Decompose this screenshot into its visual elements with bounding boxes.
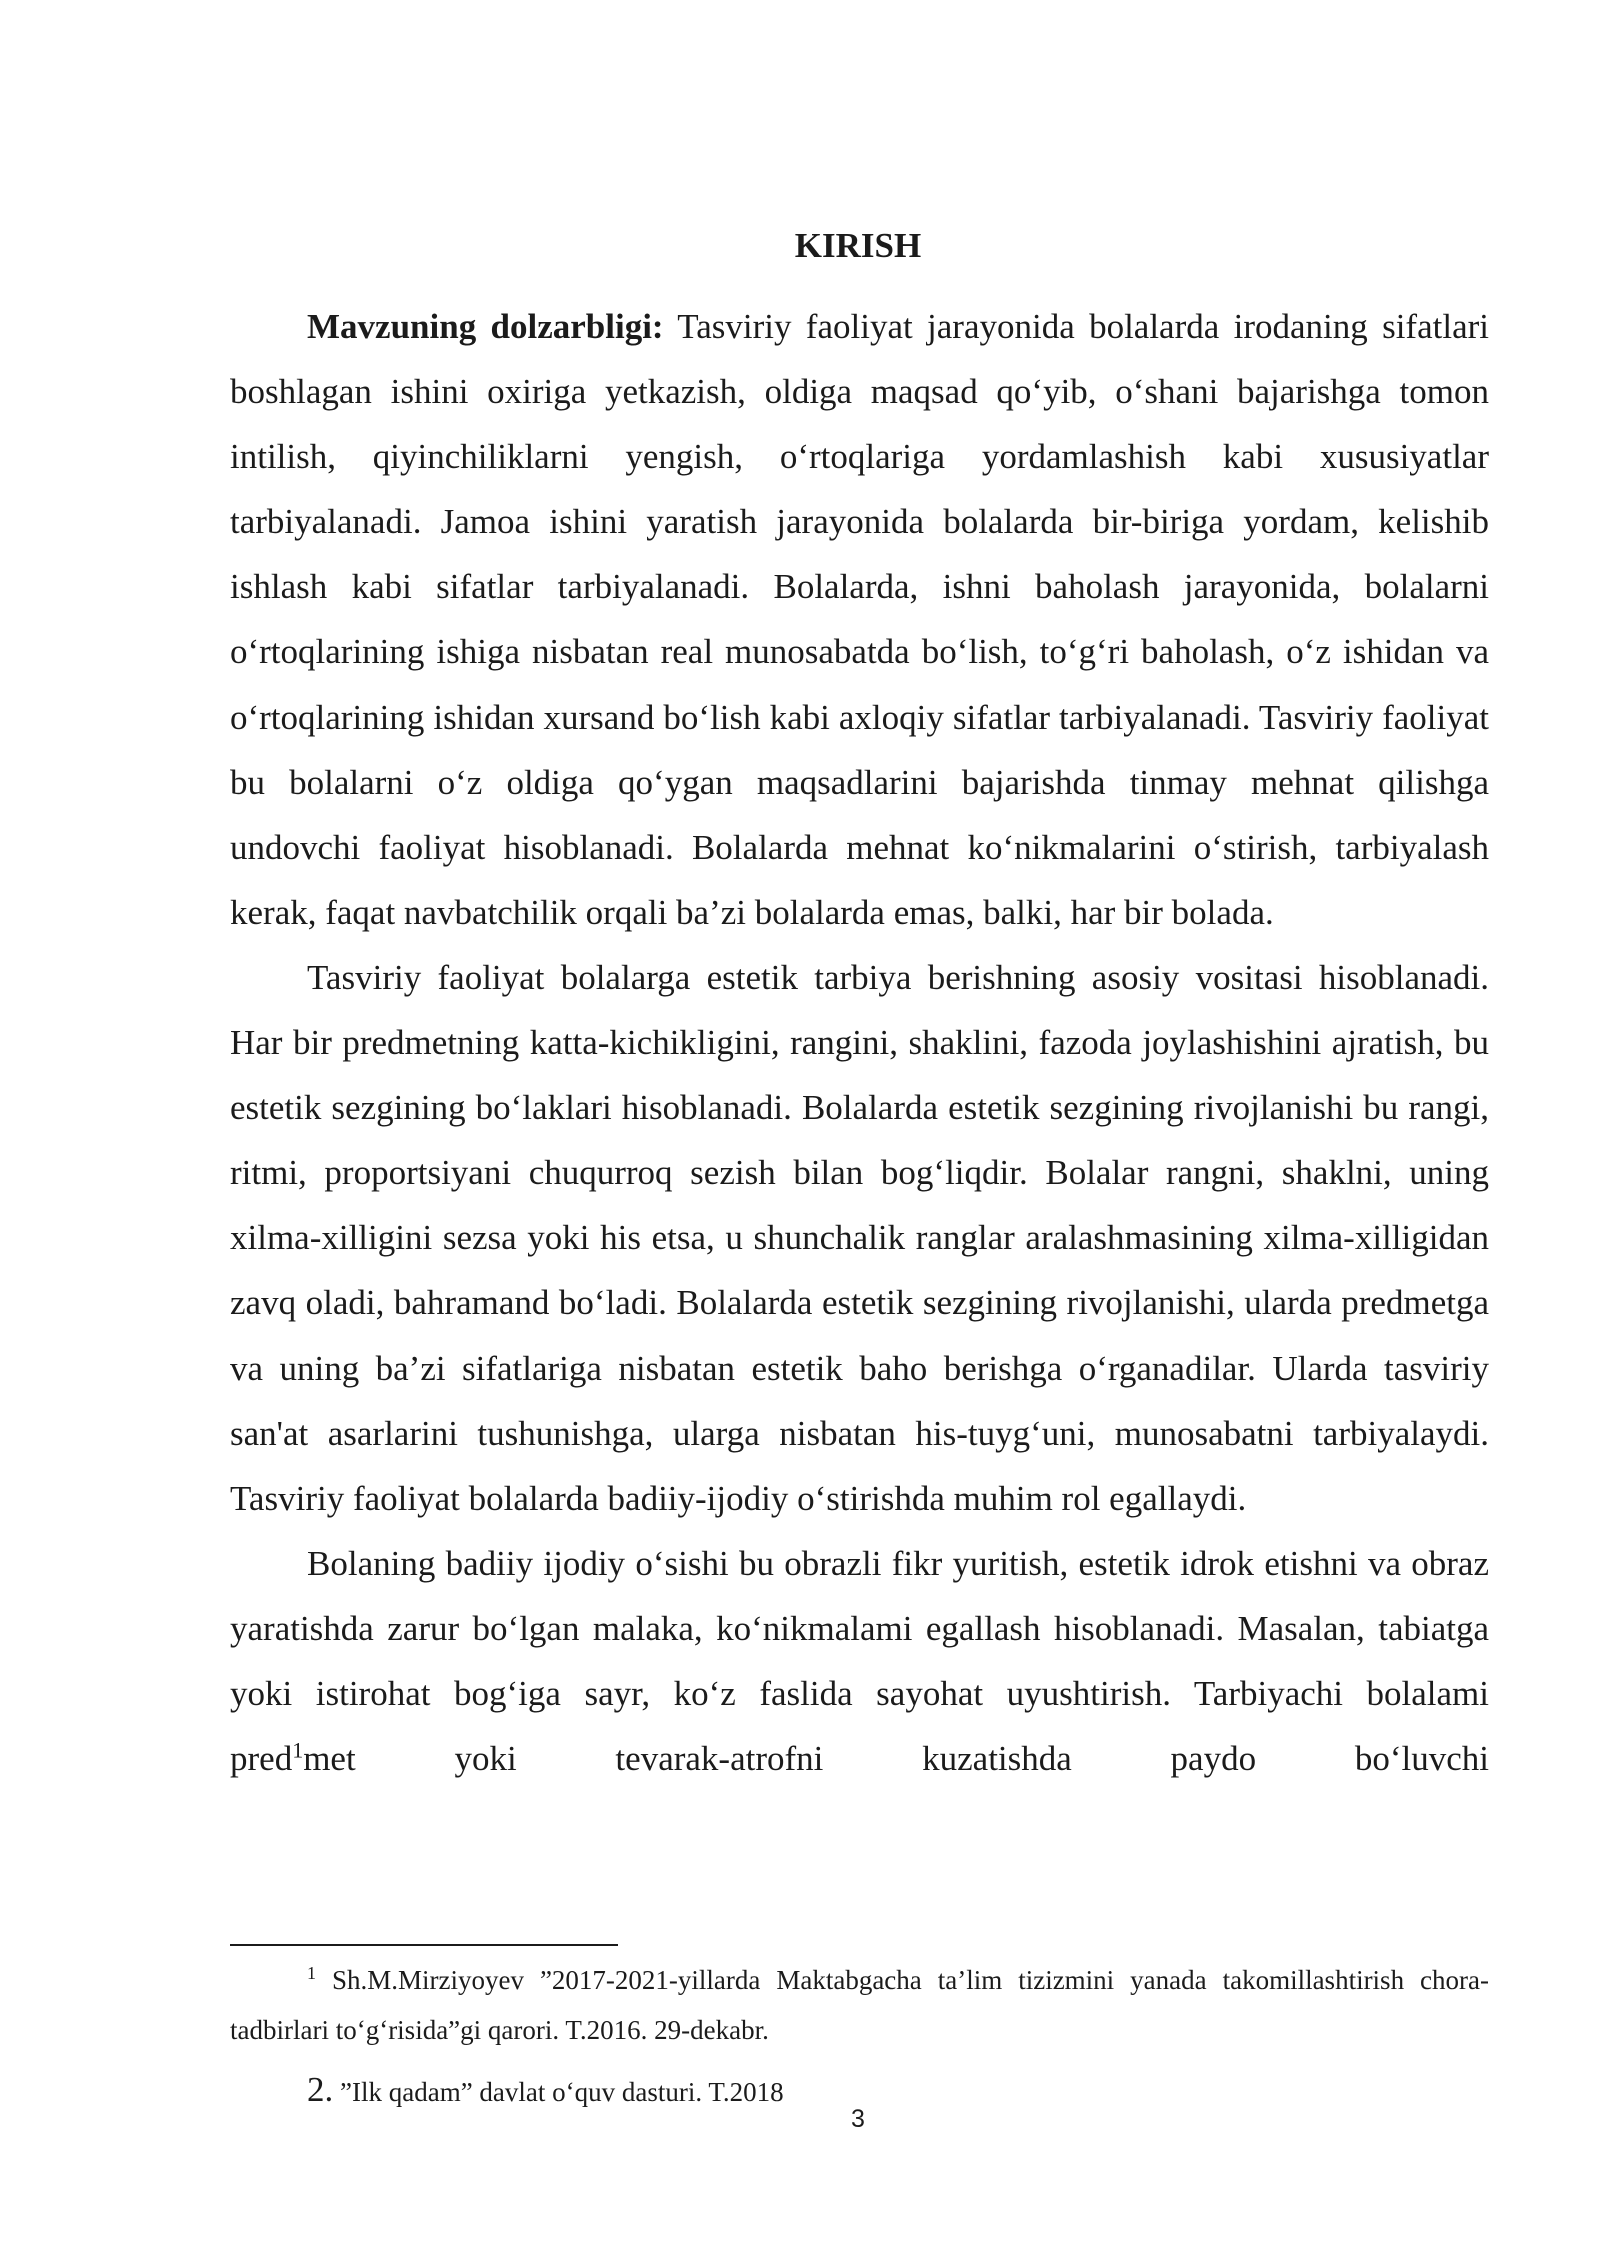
- creative-text-start: Bolaning badiiy ijodiy o‘sishi bu obrazli fikr yuritish, estetik idrok etishni va obraz yaratishda zarur bo‘lgan malaka, ko‘nikmalami egallash hisoblanadi. Masalan, tabiatga yoki istirohat bog‘iga sayr, ko‘z faslida sayohat uyushtirish. Tarbiyachi bolalami pred: [230, 1543, 1489, 1779]
- paragraph-creative: [230, 1531, 1489, 1791]
- footnote-2-text: ”Ilk qadam” davlat o‘quv dasturi. T.2018: [333, 2077, 784, 2107]
- page-number: 3: [851, 2105, 865, 2133]
- page-title: KIRISH: [794, 226, 922, 265]
- relevance-text: Tasviriy faoliyat jarayonida bolalarda irodaning sifatlari boshlagan ishini oxiriga yetkazish, oldiga maqsad qo‘yib, o‘shani bajarishga tomon intilish, qiyinchiliklarni yengish, o‘rtoqlariga yordamlashish kabi xususiyatlar tarbiyalanadi. Jamoa ishini yaratish jarayonida bolalarda bir-biriga yordam, kelishib ishlash kabi sifatlar tarbiyalanadi. Bolalarda, ishni baholash jarayonida, bolalarni o‘rtoqlarining ishiga nisbatan real munosabatda bo‘lish, to‘g‘ri baholash, o‘z ishidan va o‘rtoqlarining ishidan xursand bo‘lish kabi axloqiy sifatlar tarbiyalanadi. Tasviriy faoliyat bu bolalarni o‘z oldiga qo‘ygan maqsadlarini bajarishda tinmay mehnat qilishga undovchi faoliyat hisoblanadi. Bolalarda mehnat ko‘nikmalarini o‘stirish, tarbiyalash kerak, faqat navbatchilik orqali ba’zi bolalarda emas, balki, har bir bolada.: [230, 307, 1489, 932]
- footnote-1-text: Sh.M.Mirziyoyev ”2017-2021-yillarda Maktabgacha ta’lim tizizmini yanada takomillashtirish chora-tadbirlari to‘g‘risida”gi qarori. T.2016. 29-dekabr.: [230, 1965, 1489, 2045]
- body-text: [230, 294, 1489, 1791]
- footnote-separator: [230, 1944, 618, 1946]
- footnote-2-number: 2.: [307, 2070, 334, 2109]
- paragraph-relevance: [230, 294, 1489, 945]
- footnote-reference[interactable]: 1: [292, 1737, 304, 1763]
- footnote-1-number: 1: [307, 1963, 316, 1983]
- footnote-1: [230, 1955, 1489, 2055]
- footnotes: [230, 1955, 1489, 2117]
- creative-text-end: met yoki tevarak-atrofni kuzatishda paydo bo‘luvchi: [303, 1739, 1489, 1779]
- paragraph-aesthetic: Tasviriy faoliyat bolalarga estetik tarbiya berishning asosiy vositasi hisoblanadi. Har bir predmetning katta-kichikligini, rangini, shaklini, fazoda joylashishini ajratish, bu estetik sezgining bo‘laklari hisoblanadi. Bolalarda estetik sezgining rivojlanishi bu rangi, ritmi, proportsiyani chuqurroq sezish bilan bog‘liqdir. Bolalar rangni, shaklni, uning xilma-xilligini sezsa yoki his etsa, u shunchalik ranglar aralashmasining xilma-xilligidan zavq oladi, bahramand bo‘ladi. Bolalarda estetik sezgining rivojlanishi, ularda predmetga va uning ba’zi sifatlariga nisbatan estetik baho berishga o‘rganadilar. Ularda tasviriy san'at asarlarini tushunishga, ularga nisbatan his-tuyg‘uni, munosabatni tarbiyalaydi. Tasviriy faoliyat bolalarda badiiy-ijodiy o‘stirishda muhim rol egallaydi.: [230, 957, 1489, 1518]
- relevance-heading: Mavzuning dolzarbligi:: [307, 307, 664, 346]
